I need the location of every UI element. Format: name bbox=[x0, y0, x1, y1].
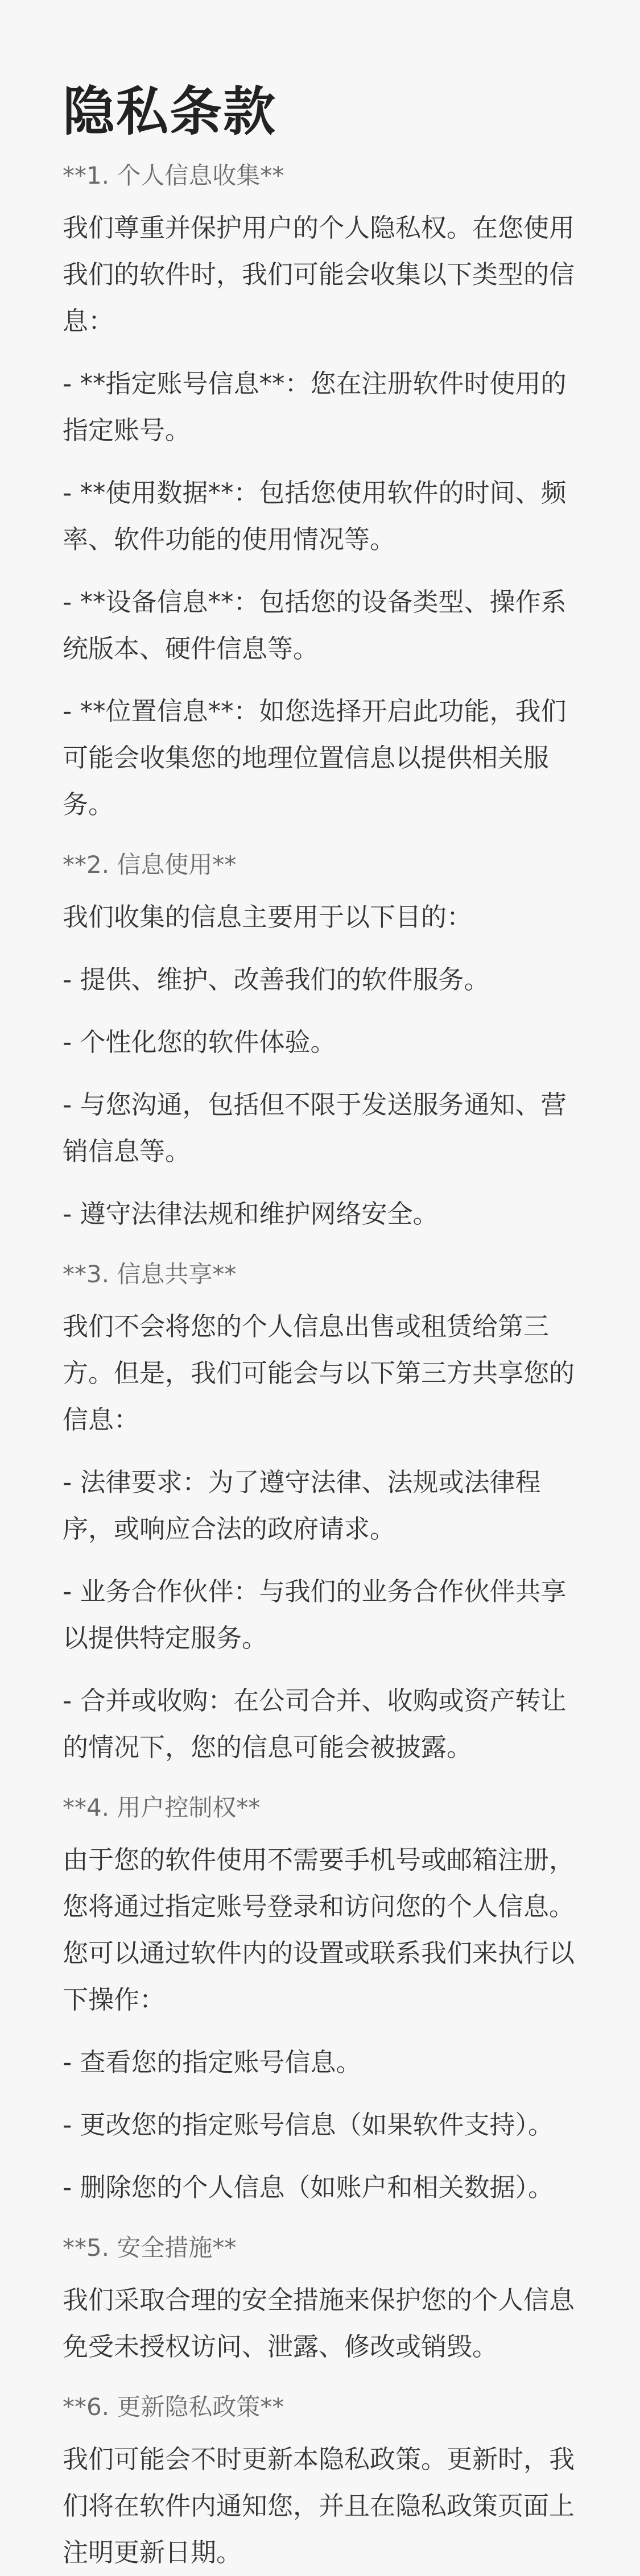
policy-section bbox=[63, 2386, 577, 2576]
list-item: - 合并或收购：在公司合并、收购或资产转让的情况下，您的信息可能会被披露。 bbox=[63, 1685, 567, 1762]
list-item: - 遵守法律法规和维护网络安全。 bbox=[63, 1199, 439, 1229]
section-heading: **2. 信息使用** bbox=[63, 851, 237, 879]
list-item: - 法律要求：为了遵守法律、法规或法律程序，或响应合法的政府请求。 bbox=[63, 1467, 541, 1544]
section-heading: **4. 用户控制权** bbox=[63, 1794, 261, 1821]
list-item: - **设备信息**：包括您的设备类型、操作系统版本、硬件信息等。 bbox=[63, 587, 567, 664]
section-heading: **1. 个人信息收集** bbox=[63, 161, 284, 189]
policy-section bbox=[63, 2227, 577, 2370]
list-item: - 个性化您的软件体验。 bbox=[63, 1027, 336, 1057]
section-heading: **6. 更新隐私政策** bbox=[63, 2393, 284, 2421]
list-item: - **使用数据**：包括您使用软件的时间、频率、软件功能的使用情况等。 bbox=[63, 478, 567, 554]
paragraph: 由于您的软件使用不需要手机号或邮箱注册，您将通过指定账号登录和访问您的个人信息。您可以通过软件内的设置或联系我们来执行以下操作： bbox=[63, 1845, 575, 2015]
list-item: - 查看您的指定账号信息。 bbox=[63, 2047, 362, 2077]
paragraph: 我们可能会不时更新本隐私政策。更新时，我们将在软件内通知您，并且在隐私政策页面上注明更新日期。 bbox=[63, 2444, 575, 2567]
policy-content bbox=[63, 155, 577, 2576]
section-heading: **3. 信息共享** bbox=[63, 1260, 237, 1288]
list-item: - **指定账号信息**：您在注册软件时使用的指定账号。 bbox=[63, 368, 567, 445]
list-item: - 业务合作伙伴：与我们的业务合作伙伴共享以提供特定服务。 bbox=[63, 1576, 567, 1653]
paragraph: 我们尊重并保护用户的个人隐私权。在您使用我们的软件时，我们可能会收集以下类型的信息： bbox=[63, 213, 575, 336]
paragraph: 我们不会将您的个人信息出售或租赁给第三方。但是，我们可能会与以下第三方共享您的信息： bbox=[63, 1311, 575, 1435]
paragraph: 我们采取合理的安全措施来保护您的个人信息免受未授权访问、泄露、修改或销毁。 bbox=[63, 2285, 575, 2362]
section-heading: **5. 安全措施** bbox=[63, 2234, 237, 2262]
list-item: - **位置信息**：如您选择开启此功能，我们可能会收集您的地理位置信息以提供相关服务。 bbox=[63, 696, 567, 819]
list-item: - 提供、维护、改善我们的软件服务。 bbox=[63, 964, 490, 995]
policy-section bbox=[63, 155, 577, 828]
page-title: 隐私条款 bbox=[63, 81, 277, 142]
list-item: - 删除您的个人信息（如账户和相关数据）。 bbox=[63, 2172, 554, 2202]
policy-section bbox=[63, 1253, 577, 1771]
policy-section bbox=[63, 1787, 577, 2211]
policy-section bbox=[63, 844, 577, 1237]
list-item: - 与您沟通，包括但不限于发送服务通知、营销信息等。 bbox=[63, 1090, 567, 1166]
list-item: - 更改您的指定账号信息（如果软件支持）。 bbox=[63, 2110, 554, 2140]
paragraph: 我们收集的信息主要用于以下目的： bbox=[63, 902, 473, 932]
